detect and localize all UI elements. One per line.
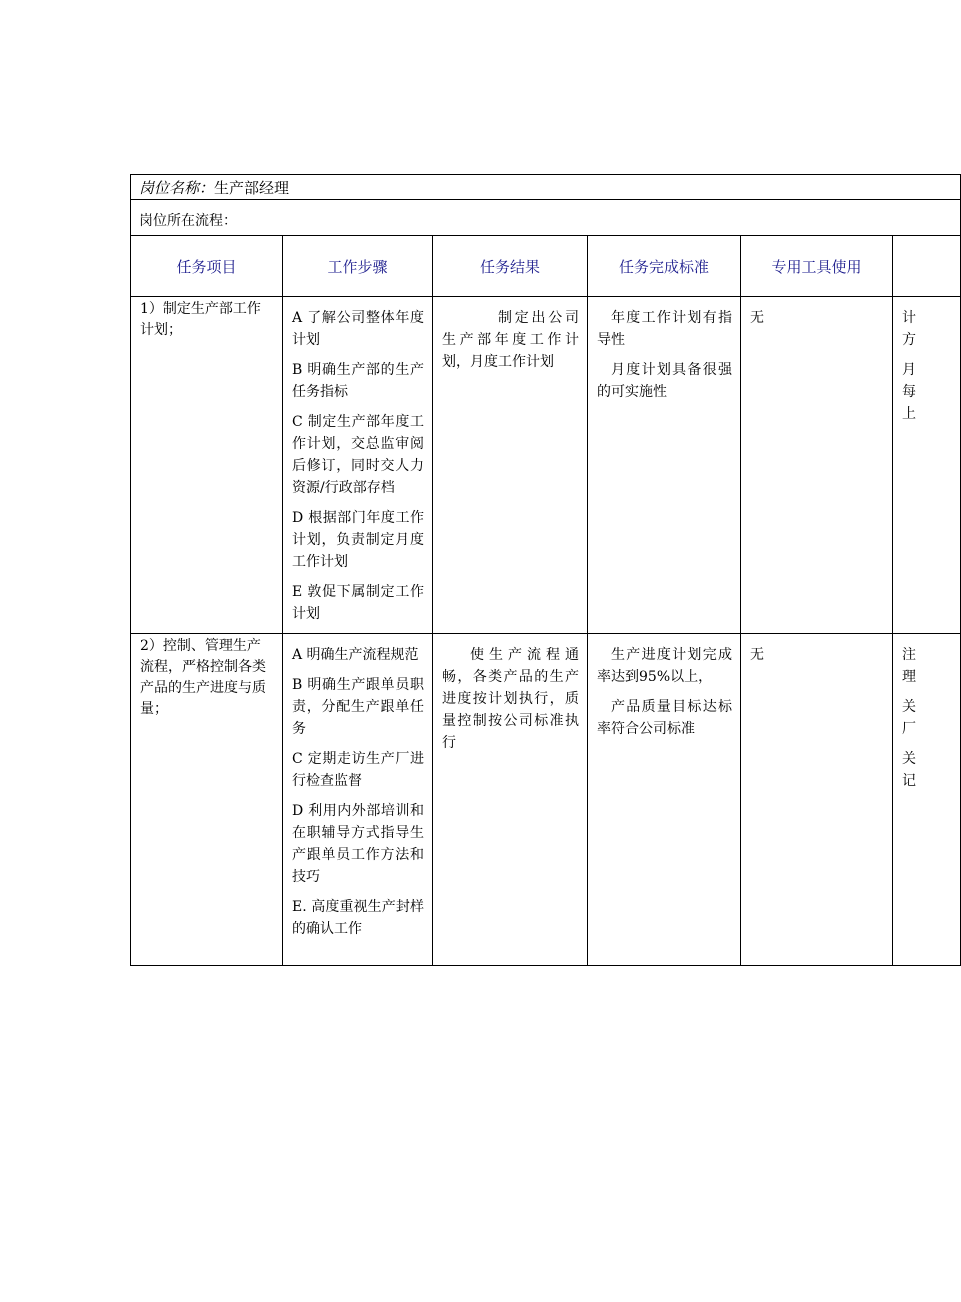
steps-cell: [283, 297, 433, 634]
task-text: 2）控制、管理生产流程，严格控制各类产品的生产进度与质量；: [140, 638, 266, 717]
process-cell: [131, 200, 961, 236]
header-standard: 任务完成标准: [588, 236, 741, 297]
tool-text: 无: [750, 647, 764, 663]
extra-line: 关: [902, 751, 925, 767]
standard-cell: [588, 634, 741, 966]
result-cell: [433, 634, 588, 966]
extra-line: 每: [902, 384, 925, 400]
job-description-table: [130, 174, 961, 966]
extra-cell: [893, 297, 961, 634]
task-cell: [131, 634, 283, 966]
extra-line: 计: [902, 310, 925, 326]
step-item: C 定期走访生产厂进行检查监督: [292, 751, 424, 789]
steps-cell: [283, 634, 433, 966]
result-text: 制定出公司生产部年度工作计划，月度工作计划: [442, 310, 579, 370]
step-item: E. 高度重视生产封样的确认工作: [292, 899, 424, 937]
process-label: 岗位所在流程：: [139, 213, 237, 229]
extra-line: 月: [902, 362, 925, 378]
extra-line: 注: [902, 647, 925, 663]
standard-item: 年度工作计划有指导性: [597, 310, 732, 348]
step-item: B 明确生产部的生产任务指标: [292, 362, 424, 400]
task-cell: [131, 297, 283, 634]
extra-line: 上: [902, 406, 925, 422]
step-item: D 根据部门年度工作计划，负责制定月度工作计划: [292, 510, 424, 570]
header-tool: 专用工具使用: [741, 236, 893, 297]
table-row: [131, 297, 961, 634]
step-item: D 利用内外部培训和在职辅导方式指导生产跟单员工作方法和技巧: [292, 803, 424, 885]
position-title-cell: [131, 175, 961, 200]
header-steps: 工作步骤: [283, 236, 433, 297]
step-item: C 制定生产部年度工作计划，交总监审阅后修订，同时交人力资源/行政部存档: [292, 414, 424, 496]
column-header-row: [131, 236, 961, 297]
extra-line: 厂: [902, 721, 925, 737]
tool-text: 无: [750, 310, 764, 326]
standard-item: 产品质量目标达标率符合公司标准: [597, 699, 732, 737]
step-item: B 明确生产跟单员职责，分配生产跟单任务: [292, 677, 424, 737]
tool-cell: [741, 297, 893, 634]
extra-line: 关: [902, 699, 925, 715]
standard-item: 月度计划具备很强的可实施性: [597, 362, 732, 400]
extra-line: 方: [902, 332, 925, 348]
table-row: [131, 634, 961, 966]
position-title-row: [131, 175, 961, 200]
process-row: [131, 200, 961, 236]
step-item: A 了解公司整体年度计划: [292, 310, 424, 348]
extra-cell: [893, 634, 961, 966]
result-cell: [433, 297, 588, 634]
task-text: 1）制定生产部工作计划；: [140, 301, 261, 338]
result-text: 使生产流程通畅，各类产品的生产进度按计划执行，质量控制按公司标准执行: [442, 647, 579, 751]
position-name-label: 岗位名称：: [139, 179, 215, 197]
step-item: E 敦促下属制定工作计划: [292, 584, 424, 622]
extra-line: 理: [902, 669, 925, 685]
header-extra: [893, 236, 961, 297]
header-result: 任务结果: [433, 236, 588, 297]
tool-cell: [741, 634, 893, 966]
standard-item: 生产进度计划完成率达到95%以上，: [597, 647, 732, 685]
standard-cell: [588, 297, 741, 634]
header-task: 任务项目: [131, 236, 283, 297]
step-item: A 明确生产流程规范: [292, 647, 419, 663]
position-name-value: 生产部经理: [214, 179, 290, 197]
extra-line: 记: [902, 773, 925, 789]
